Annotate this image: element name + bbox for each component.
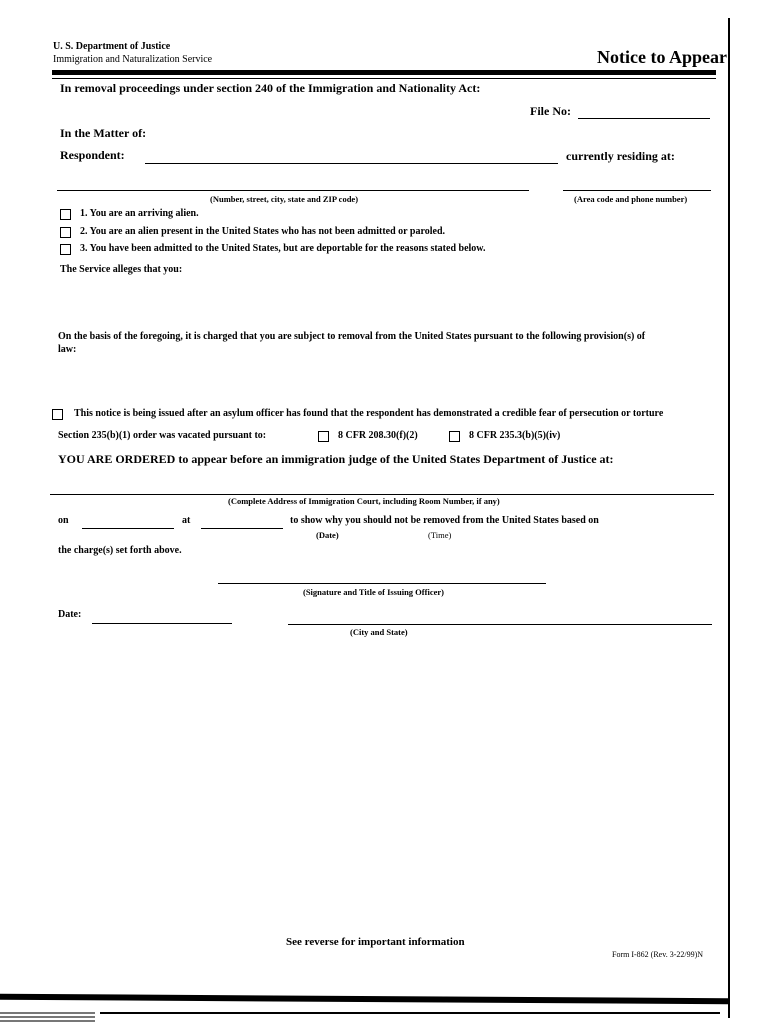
cfr-option-1-checkbox[interactable] bbox=[318, 431, 329, 442]
signature-caption: (Signature and Title of Issuing Officer) bbox=[303, 587, 444, 597]
time-field[interactable] bbox=[201, 528, 283, 529]
phone-caption: (Area code and phone number) bbox=[574, 194, 688, 204]
date-field[interactable] bbox=[82, 528, 174, 529]
charges-text: the charge(s) set forth above. bbox=[58, 545, 182, 556]
date-label: Date: bbox=[58, 609, 82, 620]
asylum-text: This notice is being issued after an asylum officer has found that the respondent has demonstrated a credible fear of persecution or torture bbox=[74, 408, 664, 419]
option-3-checkbox[interactable] bbox=[60, 244, 71, 255]
court-address-field[interactable] bbox=[50, 494, 714, 495]
respondent-field[interactable] bbox=[145, 163, 558, 164]
signature-field[interactable] bbox=[218, 583, 546, 584]
header-rule-thin bbox=[52, 78, 716, 79]
at-label: at bbox=[182, 515, 191, 526]
option-2-label: 2. You are an alien present in the United States who has not been admitted or paroled. bbox=[80, 226, 446, 237]
time-caption: (Time) bbox=[428, 530, 452, 540]
ordered-text bbox=[58, 452, 614, 467]
proceedings-text: In removal proceedings under section 240 of the Immigration and Nationality Act: bbox=[60, 81, 481, 95]
basis-text-line1: On the basis of the foregoing, it is charged that you are subject to removal from the United States pursuant to the following provision(s) of bbox=[58, 331, 646, 342]
option-3-label: 3. You have been admitted to the United States, but are deportable for the reasons stated below. bbox=[80, 243, 486, 254]
form-number: Form I-862 (Rev. 3-22/99)N bbox=[612, 950, 704, 959]
phone-field[interactable] bbox=[563, 190, 711, 191]
form-title: Notice to Appear bbox=[597, 47, 727, 67]
city-caption: (City and State) bbox=[350, 627, 408, 637]
cfr-option-2-label: 8 CFR 235.3(b)(5)(iv) bbox=[469, 430, 561, 441]
option-1-checkbox[interactable] bbox=[60, 209, 71, 220]
cfr-option-2-checkbox[interactable] bbox=[449, 431, 460, 442]
alleges-text: The Service alleges that you: bbox=[60, 264, 183, 275]
see-reverse-text: See reverse for important information bbox=[286, 936, 465, 948]
respondent-label: Respondent: bbox=[60, 148, 125, 162]
department-name: U. S. Department of Justice bbox=[53, 41, 171, 52]
ordered-rest: to appear before an immigration judge of the United States Department of Justice at: bbox=[175, 452, 614, 466]
footer-stripe-2 bbox=[0, 1016, 95, 1018]
footer-bar-thin bbox=[100, 1012, 720, 1014]
address-field[interactable] bbox=[57, 190, 529, 191]
option-2-checkbox[interactable] bbox=[60, 227, 71, 238]
footer-bar bbox=[0, 994, 728, 1004]
section-label: Section 235(b)(1) order was vacated pursuant to: bbox=[58, 430, 267, 441]
matter-label: In the Matter of: bbox=[60, 126, 147, 140]
asylum-checkbox[interactable] bbox=[52, 409, 63, 420]
page-edge-line bbox=[728, 18, 730, 1018]
option-1-label: 1. You are an arriving alien. bbox=[80, 208, 199, 219]
service-name: Immigration and Naturalization Service bbox=[53, 54, 213, 65]
cfr-option-1-label: 8 CFR 208.30(f)(2) bbox=[338, 430, 418, 441]
file-no-field[interactable] bbox=[578, 118, 710, 119]
show-why-text: to show why you should not be removed from the United States based on bbox=[290, 515, 599, 526]
address-caption: (Number, street, city, state and ZIP code) bbox=[210, 194, 359, 204]
header-rule bbox=[52, 70, 716, 75]
residing-label: currently residing at: bbox=[566, 149, 675, 163]
ordered-bold: YOU ARE ORDERED bbox=[58, 452, 176, 466]
basis-text-line2: law: bbox=[58, 344, 77, 355]
issue-date-field[interactable] bbox=[92, 623, 232, 624]
footer-stripe-1 bbox=[0, 1012, 95, 1014]
footer-stripe-3 bbox=[0, 1020, 95, 1022]
date-caption: (Date) bbox=[316, 530, 339, 540]
city-state-field[interactable] bbox=[288, 624, 712, 625]
file-no-label: File No: bbox=[530, 104, 571, 118]
on-label: on bbox=[58, 515, 69, 526]
court-caption: (Complete Address of Immigration Court, including Room Number, if any) bbox=[228, 496, 500, 506]
